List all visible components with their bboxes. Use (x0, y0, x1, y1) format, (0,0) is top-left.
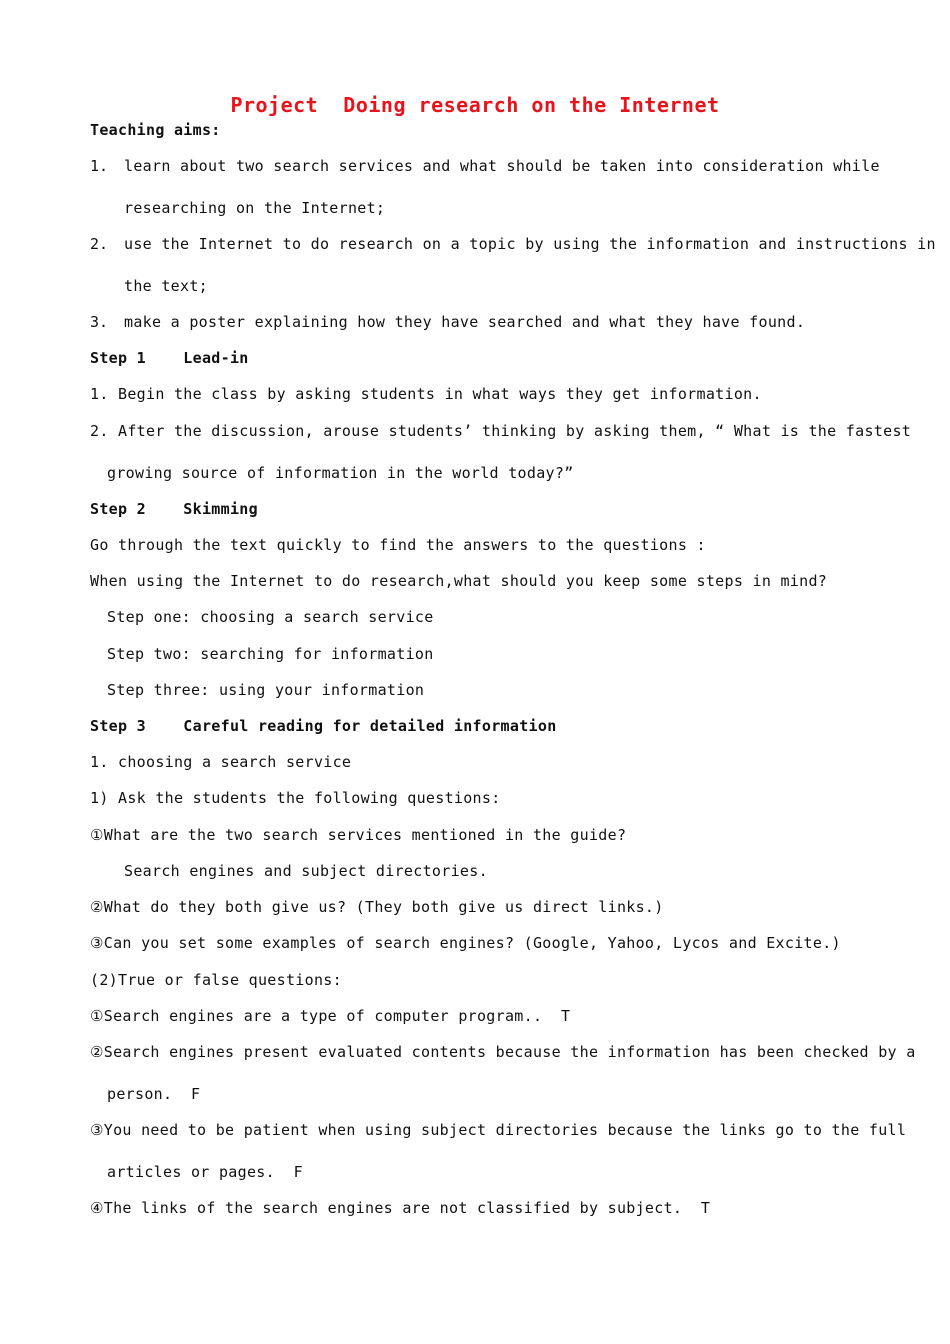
step3-question-3: ③Can you set some examples of search engines? (Google, Yahoo, Lycos and Excite.) (90, 934, 841, 952)
step2-step-three: Step three: using your information (107, 681, 425, 699)
aim-1-line-1: learn about two search services and what should be taken into consideration while (124, 157, 880, 175)
true-false-item-3-continued: articles or pages. F (107, 1163, 303, 1181)
aim-2-number: 2. (90, 235, 109, 253)
teaching-aims-heading: Teaching aims: (90, 121, 221, 139)
true-false-item-4: ④The links of the search engines are not classified by subject. T (90, 1199, 711, 1217)
true-false-heading: (2)True or false questions: (90, 971, 342, 989)
step1-heading: Step 1 Lead-in (90, 349, 249, 367)
step1-item-2: 2. After the discussion, arouse students’ thinking by asking them, “ What is the fastest (90, 422, 912, 440)
aim-2-line-2: the text; (124, 277, 208, 295)
true-false-item-3: ③You need to be patient when using subject directories because the links go to the full (90, 1121, 907, 1139)
true-false-item-1: ①Search engines are a type of computer program.. T (90, 1007, 571, 1025)
aim-3-number: 3. (90, 313, 109, 331)
step3-sub1a: 1) Ask the students the following questions: (90, 789, 501, 807)
step2-question: When using the Internet to do research,what should you keep some steps in mind? (90, 572, 828, 590)
aim-2-line-1: use the Internet to do research on a topic by using the information and instructions in (124, 235, 936, 253)
step2-step-two: Step two: searching for information (107, 645, 434, 663)
aim-3-line-1: make a poster explaining how they have searched and what they have found. (124, 313, 806, 331)
step1-item-2-continued: growing source of information in the world today?” (107, 464, 574, 482)
step3-sub1: 1. choosing a search service (90, 753, 352, 771)
true-false-item-2: ②Search engines present evaluated contents because the information has been checked by a (90, 1043, 916, 1061)
document-title: Project Doing research on the Internet (230, 93, 720, 117)
step3-question-1: ①What are the two search services mentioned in the guide? (90, 826, 627, 844)
true-false-item-2-continued: person. F (107, 1085, 201, 1103)
step3-question-2: ②What do they both give us? (They both give us direct links.) (90, 898, 664, 916)
step2-heading: Step 2 Skimming (90, 500, 258, 518)
step2-intro: Go through the text quickly to find the answers to the questions : (90, 536, 706, 554)
step3-heading: Step 3 Careful reading for detailed information (90, 717, 557, 735)
aim-1-line-2: researching on the Internet; (124, 199, 386, 217)
step3-question-1-answer: Search engines and subject directories. (124, 862, 488, 880)
aim-1-number: 1. (90, 157, 109, 175)
step1-item-1: 1. Begin the class by asking students in what ways they get information. (90, 385, 762, 403)
step2-step-one: Step one: choosing a search service (107, 608, 434, 626)
